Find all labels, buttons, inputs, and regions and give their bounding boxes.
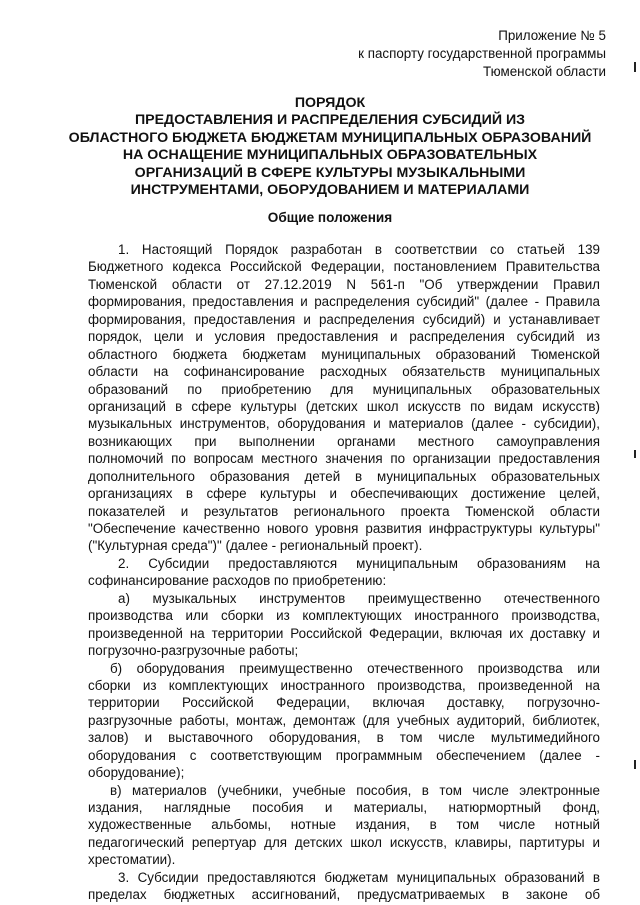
paragraph-line: показателей и результатов регионального проекта Тюменской области (88, 503, 600, 519)
paragraph-line: пределах бюджетных ассигнований, предусматриваемых в законе об (88, 887, 600, 903)
list-item-line: художественные альбомы, нотные издания, в том числе нотный (88, 817, 600, 833)
list-item-line: территории Российской Федерации, включая доставку, погрузочно- (88, 695, 600, 711)
paragraph-line: области на софинансирование расходных обязательств муниципальных (88, 364, 600, 380)
paragraph-line: организациях в сфере культуры и обеспечивающих достижение целей, (88, 486, 600, 502)
paragraph-line: образований по приобретению для муниципальных образовательных (88, 381, 600, 397)
list-item-line: производства или сборки из комплектующих иностранного производства, (88, 608, 600, 624)
document-body (88, 241, 600, 904)
section-heading: Общие положения (267, 210, 393, 225)
title-line: ИНСТРУМЕНТАМИ, ОБОРУДОВАНИЕМ И МАТЕРИАЛАМИ (130, 182, 530, 199)
list-item-line: сборки из комплектующих иностранного производства, произведенной на (88, 677, 600, 693)
paragraph-line: 1. Настоящий Порядок разработан в соответствии со статьей 139 (118, 242, 600, 257)
paragraph-line: дополнительного образования детей в муниципальных образовательных (88, 468, 600, 484)
paragraph-line: возникающих при выполнении органами местного самоуправления (88, 433, 600, 449)
document-title (60, 95, 600, 199)
list-item-line: залов) и выставочного оборудования, в том числе мультимедийного (88, 730, 600, 746)
paragraph-line: организаций в сфере культуры (детских школ искусств по видам искусств) (88, 398, 600, 414)
annex-number: Приложение № 5 (498, 28, 606, 43)
paragraph-line: полномочий по вопросам местного значения по организации предоставления (88, 451, 600, 467)
title-line: ПРЕДОСТАВЛЕНИЯ И РАСПРЕДЕЛЕНИЯ СУБСИДИЙ ИЗ (134, 112, 526, 129)
annex-reference (358, 27, 606, 81)
list-item-line: произведенной на территории Российской Федерации, включая их доставку и (88, 625, 600, 641)
title-line: ОБЛАСТНОГО БЮДЖЕТА БЮДЖЕТАМ МУНИЦИПАЛЬНЫХ ОБРАЗОВАНИЙ (68, 129, 592, 146)
title-line: ОРГАНИЗАЦИЙ В СФЕРЕ КУЛЬТУРЫ МУЗЫКАЛЬНЫМИ (134, 164, 526, 181)
paragraph-line: софинансирование расходов по приобретению: (88, 573, 387, 589)
paragraph-line: "Обеспечение качественно нового уровня развития инфраструктуры культуры" (88, 521, 600, 536)
paragraph-line: музыкальных инструментов, оборудования и материалов (далее - субсидии), (88, 416, 600, 432)
list-item-line: издания, наглядные пособия и материалы, натюрмортный фонд, (88, 800, 600, 815)
paragraph-line: 2. Субсидии предоставляются муниципальным образованиям на (118, 555, 600, 571)
scan-edge-mark (634, 450, 636, 458)
paragraph-line: формирования, предоставления и распределения субсидий" (далее - Правила (88, 294, 600, 310)
paragraph-line: 3. Субсидии предоставляются бюджетам муниципальных образований в (118, 869, 600, 885)
title-line: НА ОСНАЩЕНИЕ МУНИЦИПАЛЬНЫХ ОБРАЗОВАТЕЛЬНЫХ (122, 147, 538, 164)
scan-edge-mark (634, 760, 636, 769)
list-item-line: педагогический репертуар для детских школ искусств, клавиры, партитуры и (88, 834, 600, 850)
list-item-line: хрестоматии). (88, 852, 176, 868)
paragraph-line: порядок, цели и условия предоставления и распределения субсидий из (88, 329, 600, 345)
paragraph-line: областного бюджета бюджетам муниципальных образований Тюменской (88, 346, 600, 362)
paragraph-line: Тюменской области от 27.12.2019 N 561-п "Об утверждении Правил (88, 276, 600, 292)
annex-program-ref: к паспорту государственной программы (358, 46, 606, 61)
list-item-line: погрузочно-разгрузочные работы; (88, 643, 299, 659)
list-item-line: в) материалов (учебники, учебные пособия, в том числе электронные (110, 782, 600, 798)
paragraph-line: ("Культурная среда")" (далее - региональный проект). (88, 538, 423, 554)
list-item-line: оборудование); (88, 765, 185, 781)
list-item-line: б) оборудования преимущественно отечественного производства или (110, 660, 600, 676)
paragraph-line: формирования, предоставления и распределения субсидий) и устанавливает (88, 311, 600, 327)
annex-region: Тюменской области (483, 64, 606, 79)
scan-edge-mark (634, 62, 636, 72)
list-item-line: оборудования с соответствующим программным обеспечением (далее - (88, 747, 600, 763)
paragraph-line: Бюджетного кодекса Российской Федерации, постановлением Правительства (88, 259, 600, 275)
list-item-line: разгрузочные работы, монтаж, демонтаж (для учебных аудиторий, библиотек, (88, 712, 600, 728)
list-item-line: а) музыкальных инструментов преимущественно отечественного (118, 590, 600, 606)
title-line: ПОРЯДОК (294, 95, 366, 111)
